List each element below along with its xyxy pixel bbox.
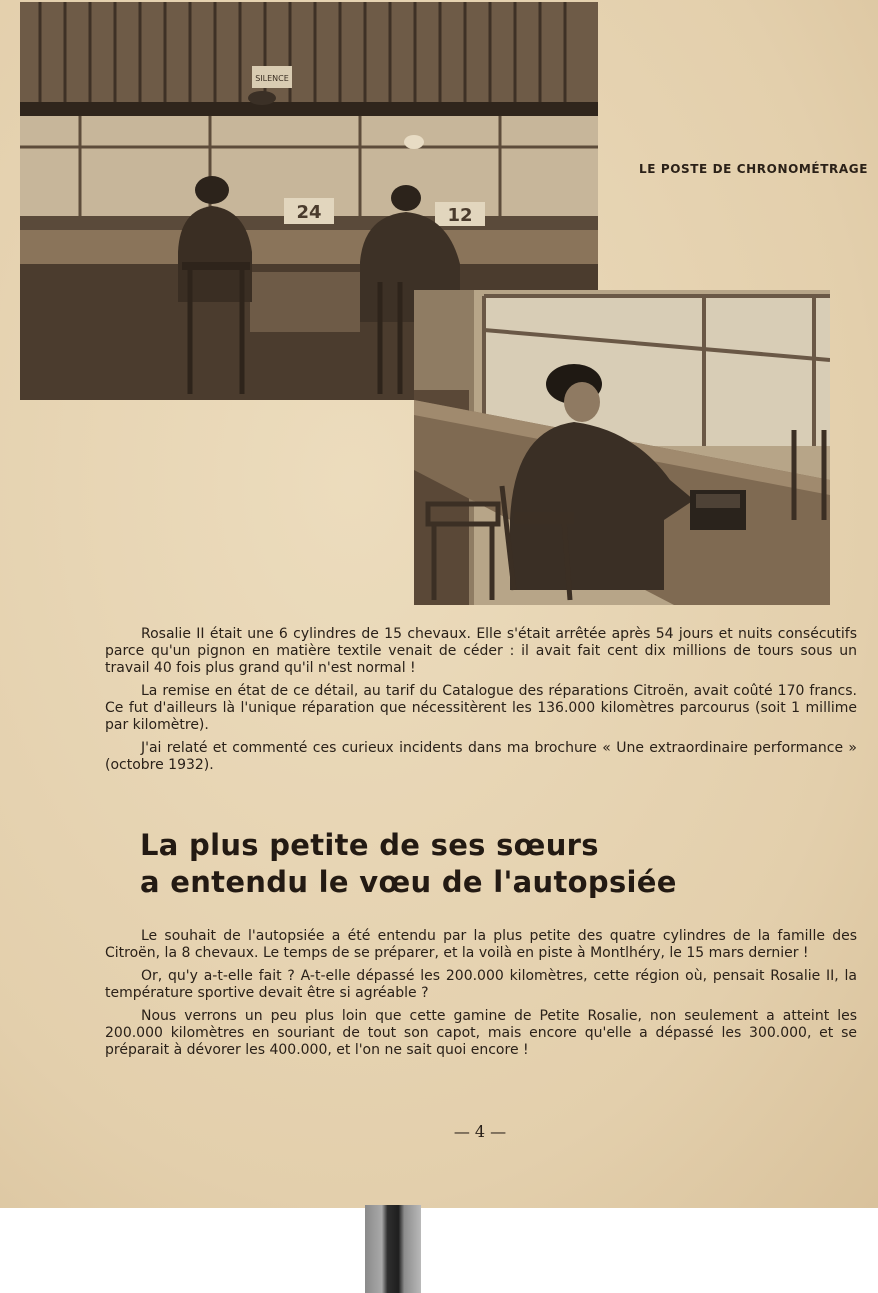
photo-timekeeper — [414, 290, 830, 605]
section-headline — [140, 827, 820, 901]
paragraph: Or, qu'y a-t-elle fait ? A-t-elle dépassé les 200.000 kilomètres, cette région où, pensait Rosalie II, la température sportive devait être si agréable ? — [105, 968, 857, 1001]
number-card-right: 12 — [447, 205, 473, 226]
number-card-left: 24 — [296, 202, 322, 223]
headline-line-1: La plus petite de ses sœurs — [140, 828, 599, 862]
binder-clip — [365, 1205, 421, 1293]
photo-timekeeper-image — [414, 290, 830, 605]
paragraph: Nous verrons un peu plus loin que cette gamine de Petite Rosalie, non seulement a atteint les 200.000 kilomètres en souriant de tout son capot, mais encore qu'elle a dépassé les 300.000, et se préparait à dévorer les 400.000, et l'on ne sait quoi encore ! — [105, 1008, 857, 1058]
silence-sign-text: SILENCE — [255, 74, 289, 83]
photo-caption: LE POSTE DE CHRONOMÉTRAGE — [639, 162, 868, 176]
paragraph: J'ai relaté et commenté ces curieux incidents dans ma brochure « Une extraordinaire performance » (octobre 1932). — [105, 740, 857, 773]
intro-text-block — [105, 626, 857, 780]
page-number: — 4 — — [453, 1122, 507, 1141]
paragraph: Le souhait de l'autopsiée a été entendu par la plus petite des quatre cylindres de la famille des Citroën, la 8 chevaux. Le temps de se préparer, et la voilà en piste à Montlhéry, le 15 mars dernier ! — [105, 928, 857, 961]
headline-line-2: a entendu le vœu de l'autopsiée — [140, 865, 677, 899]
paragraph: La remise en état de ce détail, au tarif du Catalogue des réparations Citroën, avait coûté 170 francs. Ce fut d'ailleurs là l'unique réparation que nécessitèrent les 136.000 kilomètres parcourus (soit 1 millime par kilomètre). — [105, 683, 857, 733]
paragraph: Rosalie II était une 6 cylindres de 15 chevaux. Elle s'était arrêtée après 54 jours et nuits consécutifs parce qu'un pignon en matière textile venait de céder : il avait fait cent dix millions de tours sous un travail 40 fois plus grand qu'il n'est normal ! — [105, 626, 857, 676]
main-text-block — [105, 928, 857, 1065]
